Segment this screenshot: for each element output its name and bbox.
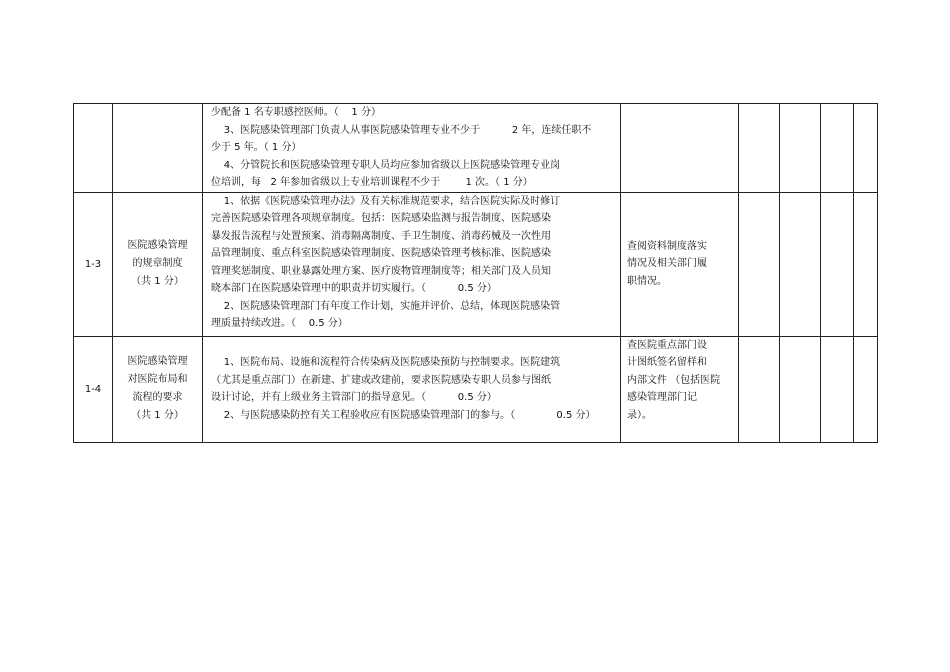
table-row (74, 104, 878, 193)
method-line: 查医院重点部门设 (627, 339, 707, 351)
score-cell (780, 104, 821, 193)
content-line: 1、医院布局、设施和流程符合传染病及医院感染预防与控制要求。医院建筑 (211, 357, 561, 368)
content-line: 2、与医院感染防控有关工程验收应有医院感染管理部门的参与。（ 0.5 分） (211, 409, 596, 421)
row-number-cell: 1-3 (74, 192, 113, 336)
content-line: 理质量持续改进。（ 0.5 分） (211, 318, 348, 329)
method-cell (621, 336, 739, 442)
method-line: 职情况。 (627, 275, 667, 287)
content-cell (203, 192, 621, 336)
score-cell (854, 192, 878, 336)
item-line: 流程的要求 (132, 392, 183, 403)
method-line: 录）。 (627, 409, 652, 421)
score-cell (854, 336, 878, 442)
item-line: 的规章制度 (132, 258, 183, 269)
content-line: 设计讨论，并有上级业务主管部门的指导意见。（ 0.5 分） (211, 392, 497, 403)
item-line: （共 1 分） (131, 276, 184, 287)
method-line: 感染管理部门记 (627, 392, 697, 403)
item-line: 医院感染管理 (127, 356, 188, 367)
content-line: 3、医院感染管理部门负责人从事医院感染管理专业不少于 2 年，连续任职不 (211, 124, 592, 136)
method-cell (621, 104, 739, 193)
score-cell (780, 336, 821, 442)
score-cell (739, 104, 780, 193)
item-line: （共 1 分） (131, 410, 184, 421)
content-line: 少配备 1 名专职感控医师。（ 1 分） (211, 107, 381, 118)
item-cell (113, 192, 203, 336)
content-line: 晓本部门在医院感染管理中的职责并切实履行。（ 0.5 分） (211, 283, 497, 294)
score-cell (739, 192, 780, 336)
score-cell (854, 104, 878, 193)
content-line: 1、依据《医院感染管理办法》及有关标准规范要求，结合医院实际及时修订 (211, 195, 561, 207)
content-line: 2、医院感染管理部门有年度工作计划，实施并评价、总结，体现医院感染管 (211, 300, 561, 312)
score-cell (821, 336, 854, 442)
score-cell (821, 192, 854, 336)
content-line: （尤其是重点部门）在新建、扩建或改建前，要求医院感染专职人员参与图纸 (211, 374, 551, 386)
method-line: 查阅资料制度落实 (627, 240, 707, 252)
item-cell (113, 336, 203, 442)
content-line: 4、分管院长和医院感染管理专职人员均应参加省级以上医院感染管理专业岗 (211, 159, 561, 171)
content-line: 暴发报告流程与处置预案、消毒隔离制度、手卫生制度、消毒药械及一次性用 (211, 230, 551, 242)
method-line: 内部文件 （包括医院 (627, 374, 721, 386)
content-cell (203, 104, 621, 193)
evaluation-table (73, 103, 878, 443)
item-line: 对医院布局和 (127, 374, 188, 385)
item-line: 医院感染管理 (127, 240, 188, 251)
content-line: 完善医院感染管理各项规章制度。包括：医院感染监测与报告制度、医院感染 (211, 213, 551, 224)
table-row (74, 192, 878, 336)
table-row (74, 336, 878, 442)
method-line: 计图纸签名留样和 (627, 357, 707, 368)
row-number-cell: 1-4 (74, 336, 113, 442)
score-cell (821, 104, 854, 193)
method-cell (621, 192, 739, 336)
method-line: 情况及相关部门履 (627, 258, 707, 270)
score-cell (780, 192, 821, 336)
content-line: 位培训，每 2 年参加省级以上专业培训课程不少于 1 次。（ 1 分） (211, 177, 533, 188)
content-cell (203, 336, 621, 442)
content-line: 管理奖惩制度、职业暴露处理方案、医疗废物管理制度等；相关部门及人员知 (211, 265, 551, 277)
row-number-cell (74, 104, 113, 193)
content-line: 品管理制度、重点科室医院感染管理制度、医院感染管理考核标准、医院感染 (211, 248, 551, 259)
score-cell (739, 336, 780, 442)
content-line: 少于 5 年。（ 1 分） (211, 142, 302, 153)
item-cell (113, 104, 203, 193)
